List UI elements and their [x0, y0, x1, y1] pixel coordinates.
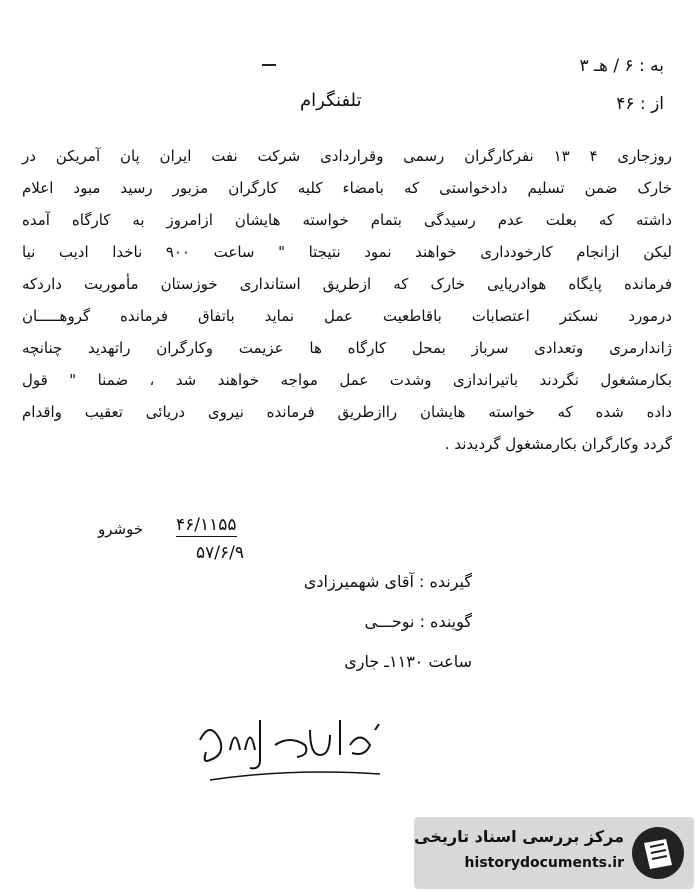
speaker-line: گوینده : نوحـــی	[364, 612, 472, 631]
recipient-reference: به : ۶ / هـ ۳	[579, 56, 664, 76]
archive-logo-icon	[630, 825, 686, 881]
body-line: داده شده که خواسته هایشان راازطریق فرمانده نیروی دریائی تعقیب واقدام	[22, 403, 672, 421]
watermark-title: مرکز بررسی اسناد تاریخی	[414, 827, 624, 846]
document-date: ۵۷/۶/۹	[196, 543, 244, 563]
document-number: ۴۶/۱۱۵۵	[176, 515, 237, 535]
watermark-url: historydocuments.ir	[464, 855, 624, 871]
body-line: خارک ضمن تسلیم دادخواستی که بامضاء کلیه کارگران مزبور رسید مبود اعلام	[22, 179, 672, 197]
document-type-title: تلفنگرام	[300, 90, 362, 111]
receiver-line: گیرنده : آقای شهمیرزادی	[303, 572, 472, 591]
body-line: بکارمشغول نگردند باتیراندازی وشدت عمل مواجه خواهند شد ، ضمنا " قول	[22, 371, 672, 389]
body-line: گردد وکارگران بکارمشغول گردیدند .	[444, 435, 672, 453]
body-line: درمورد نسکتر اعتصابات باقاطعیت عمل نماید باتفاق فرمانده گروهـــــان	[22, 307, 672, 325]
body-line: داشته که بعلت عدم رسیدگی بتمام خواسته هایشان ازامروز به کارگاه آمده	[22, 211, 672, 229]
archive-watermark	[414, 817, 694, 889]
body-line: ژاندارمری وتعدادی سرباز بمحل کارگاه ها عزیمت وکارگران راتهدید چنانچه	[22, 339, 672, 357]
telegram-body	[22, 140, 672, 460]
time-line: ساعت ۱۱۳۰ـ جاری	[344, 652, 472, 671]
body-line: لیکن ازانجام کارخودداری خواهند نمود نتیجتا " ساعت ۹۰۰ ناخدا ادیب نیا	[22, 243, 672, 261]
body-line: فرمانده پایگاه هوادریایی خارک که ازطریق استانداری خوزستان مأموریت داردکه	[22, 275, 672, 293]
sender-name: خوشرو	[98, 520, 144, 538]
body-line: روزجاری ۴ ۱۳ نفرکارگران رسمی وقراردادی شرکت نفت ایران پان آمریکن در	[22, 147, 672, 165]
header-mark	[262, 64, 276, 66]
handwritten-signature	[190, 700, 390, 790]
sender-reference: از : ۴۶	[616, 94, 664, 114]
